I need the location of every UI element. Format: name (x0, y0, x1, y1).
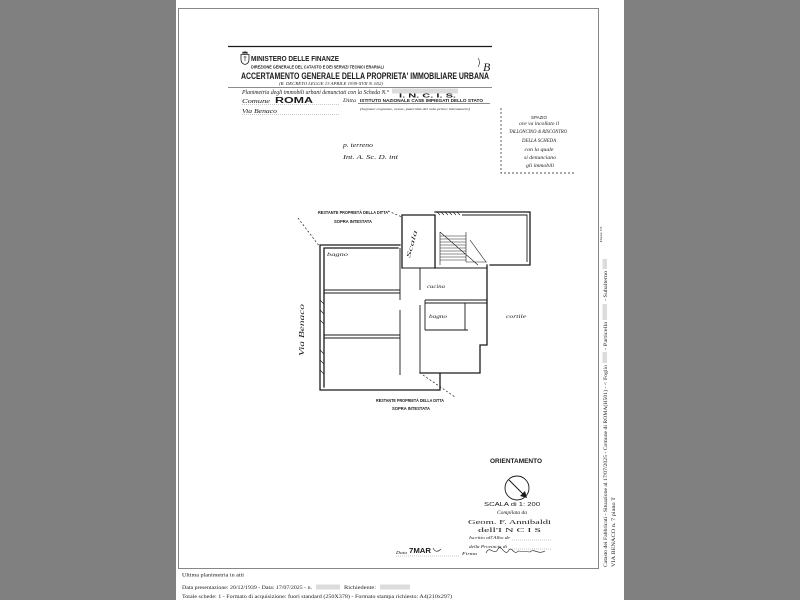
presentation-info: Data presentazione: 20/12/1939 - Data: 17/07/2025 - n. (182, 585, 313, 591)
talloncino-line: SPAZIO (531, 115, 548, 120)
redacted-particella (603, 304, 608, 320)
room-label-cucina: cucina (427, 285, 446, 290)
ditta-label: Ditta (341, 98, 357, 104)
compiler-org: dell'I N C I S (478, 528, 541, 534)
unit-note: Int. A. Sc. D. int (341, 155, 399, 161)
redacted-requester (380, 585, 410, 590)
floor-note: p. terreno (341, 143, 373, 149)
side-address: VIA BENACO n. 7 piano T (612, 511, 617, 567)
restante-bottom-label: RESTANTE PROPRIETÀ DELLA DITTA (376, 399, 464, 404)
stairs-note: Scala (406, 244, 416, 259)
room-label-bagno: bagno (429, 315, 448, 320)
last-plan-note: Ultima planimetria in atti (182, 572, 245, 579)
cortile-label: cortile (506, 315, 528, 320)
address-value: Via Benaco (242, 108, 278, 115)
redacted-number (316, 585, 340, 590)
redacted-foglio (603, 352, 608, 363)
room-label: bagno (327, 253, 349, 258)
particella-label: - Particella (604, 328, 609, 350)
restante-top-label-2: SOPRA INTESTATA (334, 220, 379, 225)
compiled-by-label: Compilata da (497, 511, 528, 516)
date-label: Data (394, 550, 408, 555)
cadastre-info: Catasto dei Fabbricati - Situazione al 17/07/2025 - Comune di ROMA(H501) - < (604, 405, 609, 567)
foglio-label: Foglio (604, 366, 609, 380)
ditta-note: (Segnare cognome, nome, paternità del solo primo intestatario) (360, 107, 445, 111)
incis-stamp: I. N. C. I. S. (399, 93, 458, 100)
talloncino-line: con la quale (524, 147, 555, 153)
firma-label: Firma (460, 551, 478, 556)
provincia-label: della Provincia di (469, 544, 508, 549)
restante-top-label: RESTANTE PROPRIETÀ DELLA DITTA (318, 211, 406, 216)
redacted-subalterno (603, 259, 608, 269)
albo-label: Iscritto all'Albo de (467, 535, 510, 540)
handwritten-mark: B (483, 60, 491, 74)
decree-reference: (R. DECRETO LEGGE 13 APRILE 1939-XVII N. 652) (279, 82, 384, 86)
orientation-title: ORIENTAMENTO (490, 459, 543, 465)
frame-note: Data: 01 (599, 230, 603, 242)
compiler-name: Geom. F. Annibaldi (468, 519, 552, 526)
totals-info: Totale schede: 1 - Formato di acquisizione: fuori standard (250X378) - Formato stampa richiesto: A4(210x297) (182, 594, 428, 600)
direction-subtitle: DIREZIONE GENERALE DEL CATASTO E DEI SERVIZI TECNICI ERARIALI (251, 64, 384, 70)
requester-label: Richiedente: (344, 585, 377, 591)
talloncino-line: DELLA SCHEDA (521, 138, 557, 144)
ministry-title: MINISTERO DELLE FINANZE (251, 54, 339, 63)
talloncino-line: ove va incollato il (519, 122, 560, 127)
talloncino-line: gli immobili (526, 163, 555, 169)
talloncino-line: TALLONCINO di RISCONTRO (509, 130, 568, 135)
planimetria-label: Planimetria degli immobili urbani denunciati con la Scheda N.° (242, 90, 396, 96)
ditta-value: ISTITUTO NAZIONALE CASE IMPIEGATI DELLO STATO (360, 98, 484, 103)
date-stamp: 7MAR (409, 548, 431, 555)
street-label: Via Benaco (298, 324, 306, 356)
form-title: ACCERTAMENTO GENERALE DELLA PROPRIETA' IMMOBILIARE URBANA (241, 71, 490, 81)
subalterno-label: - Subalterno (604, 276, 609, 301)
comune-value: ROMA (275, 96, 314, 105)
restante-bottom-label-2: SOPRA INTESTATA (392, 407, 437, 412)
talloncino-line: si denunciano (524, 155, 557, 161)
scale-label: SCALA di 1: 200 (484, 502, 541, 508)
comune-label: Comune (242, 99, 271, 105)
